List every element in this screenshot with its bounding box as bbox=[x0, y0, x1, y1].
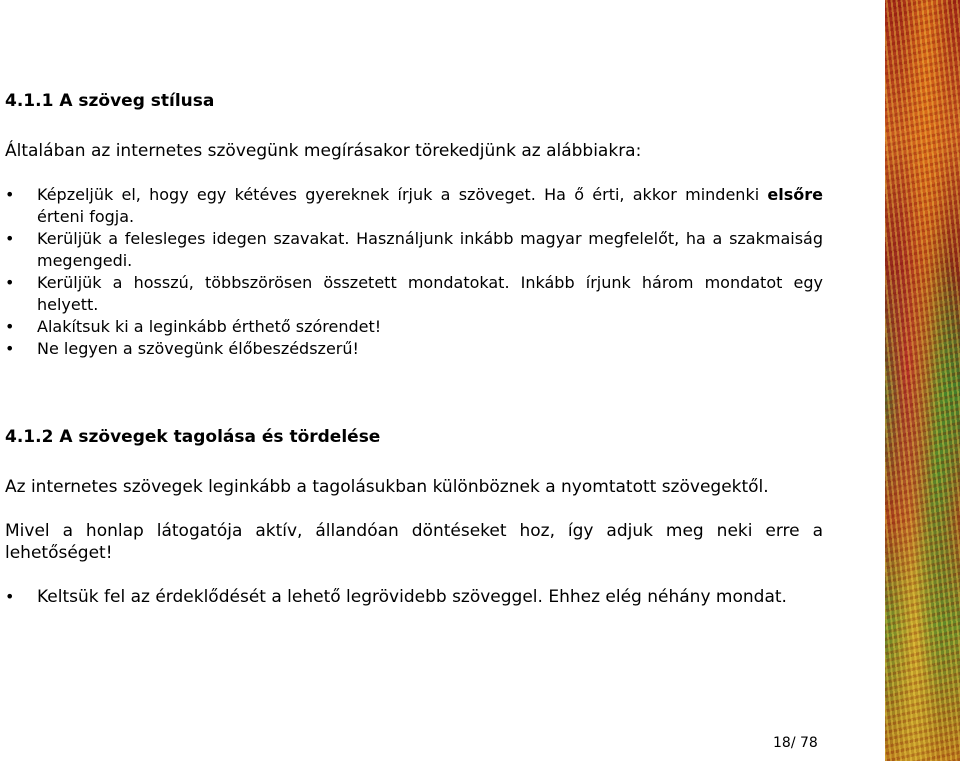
list-item: • Kerüljük a felesleges idegen szavakat. Használjunk inkább magyar megfelelőt, ha a szakmaiság megengedi. bbox=[5, 229, 823, 270]
section-heading-text-style: 4.1.1 A szöveg stílusa bbox=[5, 91, 215, 111]
bullet-icon: • bbox=[5, 273, 15, 292]
list-item: • Kerüljük a hosszú, többszörösen összetett mondatokat. Inkább írjunk három mondatot egy helyett. bbox=[5, 273, 823, 314]
paragraph: Az internetes szövegek leginkább a tagolásukban különböznek a nyomtatott szövegektől. bbox=[5, 477, 769, 497]
emphasis-text: elsőre bbox=[767, 185, 823, 204]
list-item: • Ne legyen a szövegünk élőbeszédszerű! bbox=[5, 339, 359, 358]
paragraph: Mivel a honlap látogatója aktív, állandóan döntéseket hoz, így adjuk meg neki erre a lehetőséget! bbox=[5, 521, 823, 563]
list-item: • Keltsük fel az érdeklődését a lehető legrövidebb szöveggel. Ehhez elég néhány mondat. bbox=[5, 587, 787, 607]
bullet-icon: • bbox=[5, 317, 15, 336]
section-heading-structuring: 4.1.2 A szövegek tagolása és tördelése bbox=[5, 427, 381, 447]
bullet-icon: • bbox=[5, 339, 15, 358]
style-guidelines-list bbox=[5, 184, 823, 360]
bullet-icon: • bbox=[5, 229, 15, 248]
decorative-textile-strip bbox=[885, 0, 960, 761]
page-number: 18/ 78 bbox=[773, 735, 818, 751]
list-item: • Képzeljük el, hogy egy kétéves gyereknek írjuk a szöveget. Ha ő érti, akkor mindenki elsőre érteni fogja. bbox=[5, 185, 823, 226]
bullet-icon: • bbox=[5, 185, 15, 204]
bullet-icon: • bbox=[5, 587, 15, 606]
list-item: • Alakítsuk ki a leginkább érthető szórendet! bbox=[5, 317, 382, 336]
intro-paragraph: Általában az internetes szövegünk megírásakor törekedjünk az alábbiakra: bbox=[5, 141, 642, 161]
structuring-list bbox=[5, 586, 823, 608]
